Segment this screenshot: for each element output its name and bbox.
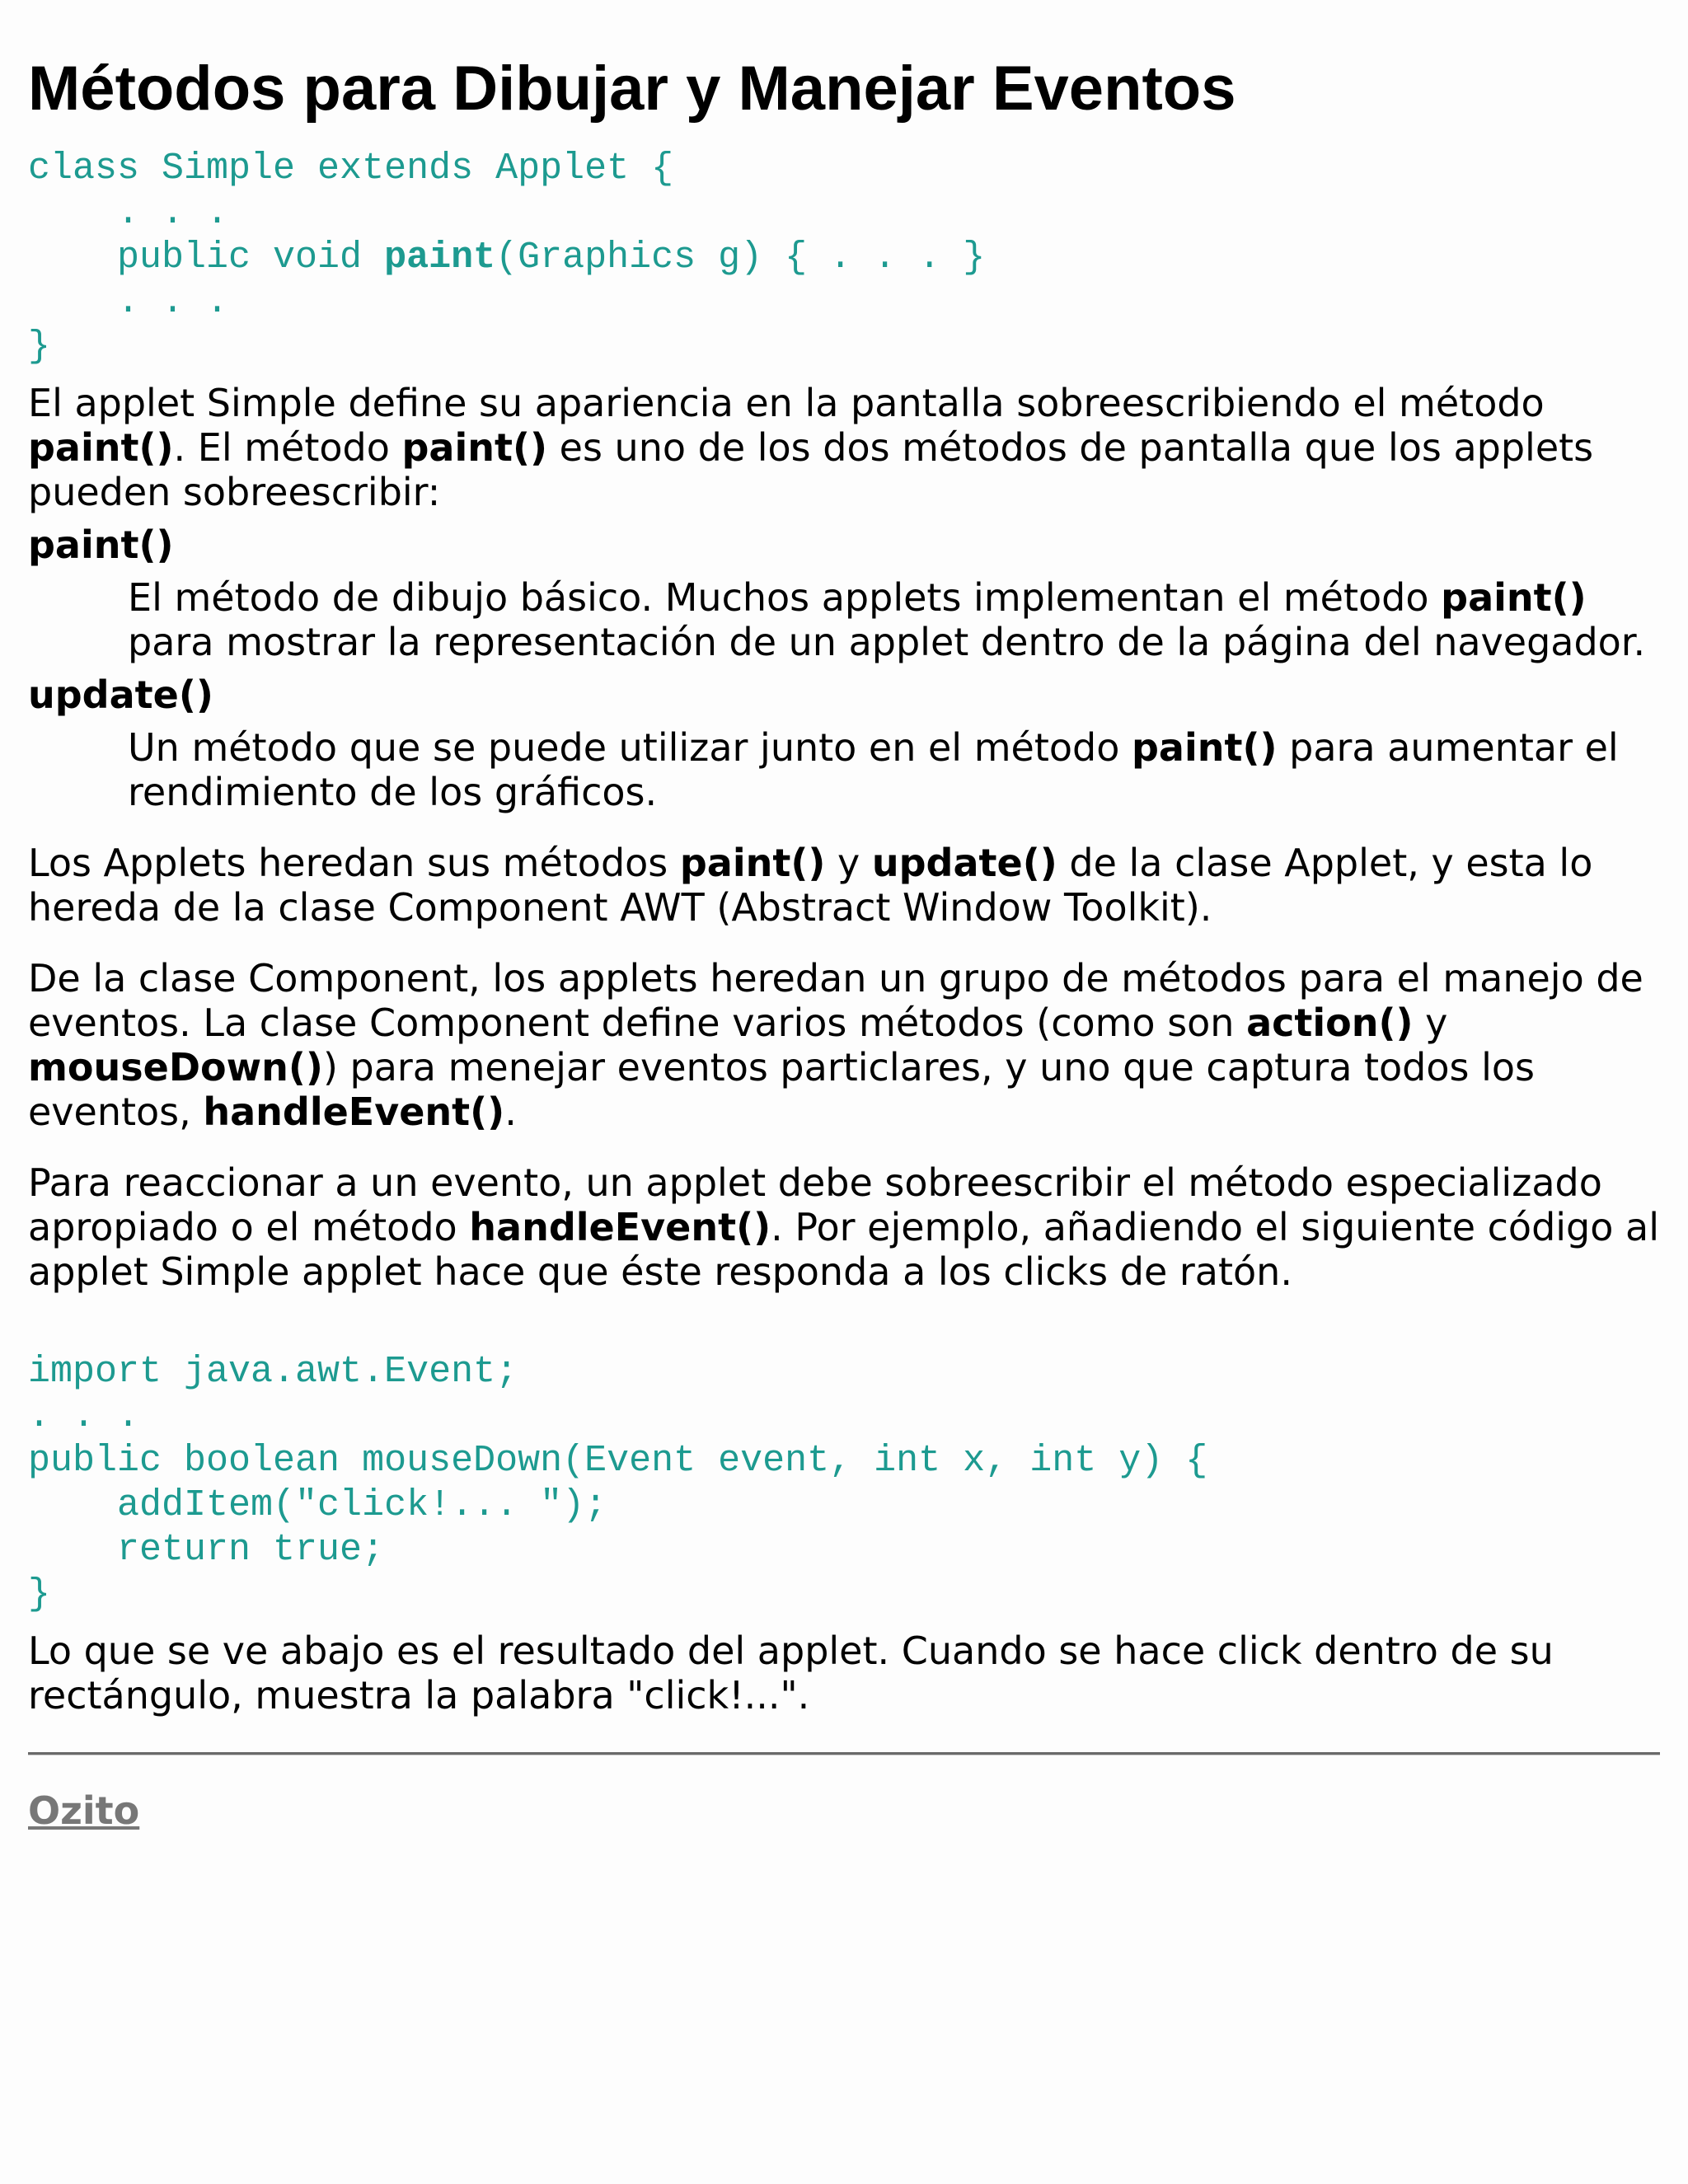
definition-term-paint: paint() xyxy=(28,523,174,567)
paragraph-events: De la clase Component, los applets heredan un grupo de métodos para el manejo de eventos. La clase Component define varios métodos (como son action() y mouseDown()) para menejar eventos particlares, y uno que captura todos los eventos, handleEvent(). xyxy=(28,956,1643,1134)
method-name: paint() xyxy=(401,425,548,470)
code-keyword-paint: paint xyxy=(384,237,496,279)
method-name: update() xyxy=(871,841,1057,885)
code-line: } xyxy=(28,1573,51,1615)
method-name: handleEvent() xyxy=(203,1090,505,1134)
paragraph-inheritance: Los Applets heredan sus métodos paint() y update() de la clase Applet, y esta lo hereda de la clase Component AWT (Abstract Window Toolkit). xyxy=(28,841,1593,930)
paragraph-result: Lo que se ve abajo es el resultado del applet. Cuando se hace click dentro de su rectángulo, muestra la palabra "click!...". xyxy=(28,1629,1554,1718)
code-line: return true; xyxy=(28,1529,385,1571)
method-name: mouseDown() xyxy=(28,1045,323,1090)
method-name: handleEvent() xyxy=(469,1205,771,1249)
paragraph-react: Para reaccionar a un evento, un applet debe sobreescribir el método especializado apropiado o el método handleEvent(). Por ejemplo, añadiendo el siguiente código al applet Simple applet hace que éste responda a los clicks de ratón. xyxy=(28,1160,1659,1294)
code-line: (Graphics g) { . . . } xyxy=(495,237,986,279)
definition-list xyxy=(28,523,1660,814)
paragraph-intro: El applet Simple define su apariencia en la pantalla sobreescribiendo el método paint(). El método paint() es uno de los dos métodos de pantalla que los applets pueden sobreescribir: xyxy=(28,381,1594,514)
method-name: action() xyxy=(1246,1001,1414,1045)
code-block-mousedown xyxy=(28,1350,1660,1617)
code-line: . . . xyxy=(28,1395,140,1437)
divider xyxy=(28,1752,1660,1755)
method-name: paint() xyxy=(679,841,826,885)
method-name: paint() xyxy=(28,425,174,470)
code-line: addItem("click!... "); xyxy=(28,1484,607,1526)
code-line: public void xyxy=(28,237,385,279)
method-name: paint() xyxy=(1441,575,1587,620)
code-line: class Simple extends Applet { xyxy=(28,148,674,190)
code-line: } xyxy=(28,326,51,368)
ozito-link[interactable]: Ozito xyxy=(28,1788,140,1833)
code-line: . . . xyxy=(28,192,229,234)
method-name: paint() xyxy=(1131,725,1278,770)
definition-paint: El método de dibujo básico. Muchos applets implementan el método paint() para mostrar la representación de un applet dentro de la página del navegador. xyxy=(128,575,1646,664)
definition-term-update: update() xyxy=(28,673,213,717)
page-title: Métodos para Dibujar y Manejar Eventos xyxy=(28,54,1236,124)
code-line: public boolean mouseDown(Event event, int x, int y) { xyxy=(28,1440,1208,1482)
definition-update: Un método que se puede utilizar junto en el método paint() para aumentar el rendimiento de los gráficos. xyxy=(128,725,1619,814)
code-block-simple-applet xyxy=(28,147,1660,369)
code-line: import java.awt.Event; xyxy=(28,1351,518,1393)
code-line: . . . xyxy=(28,281,229,323)
